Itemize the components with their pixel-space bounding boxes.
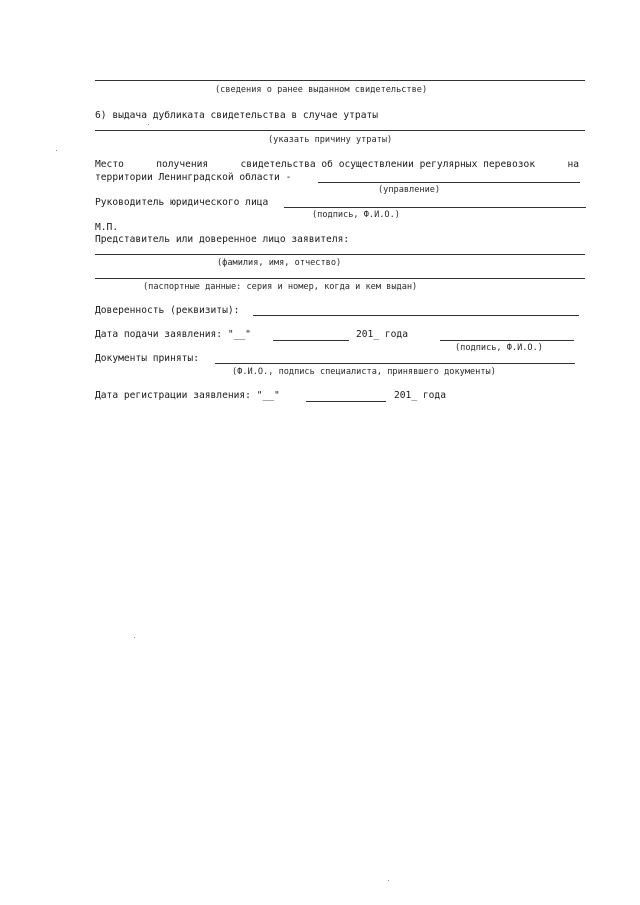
docs-accepted-label: Документы приняты: [95,353,199,364]
scan-speck [56,150,57,151]
place-line-1 [95,159,579,170]
reason-line [95,130,585,131]
scan-speck [388,880,389,881]
submit-date-label: Дата подачи заявления: "__" [95,329,251,340]
reg-year: 201_ года [394,390,446,401]
place-word-2: получения [156,159,209,170]
scan-speck [148,124,149,125]
proxy-line [253,315,579,316]
place-word-3: свидетельства об осуществлении регулярных перевозок [240,159,536,170]
department-line [318,182,580,183]
submit-year: 201_ года [356,329,408,340]
representative-label: Представитель или доверенное лицо заявителя: [95,234,350,245]
docs-accepted-line [215,363,575,364]
submit-month-line [273,340,349,341]
specialist-caption: (Ф.И.О., подпись специалиста, принявшего документы) [232,367,496,377]
reason-caption: (указать причину утраты) [268,135,393,145]
fio-caption: (фамилия, имя, отчество) [217,258,342,268]
place-line-2: территории Ленинградской области - [95,172,292,183]
passport-line [95,278,585,279]
prev-cert-line [95,80,585,81]
prev-cert-caption: (сведения о ранее выданном свидетельстве) [215,85,428,95]
head-label: Руководитель юридического лица [95,197,269,208]
head-signature-caption: (подпись, Ф.И.О.) [312,210,400,220]
reg-month-line [306,401,386,402]
fio-line [95,254,585,255]
place-word-4: на [567,159,579,170]
item-6-duplicate: 6) выдача дубликата свидетельства в случае утраты [95,110,379,121]
department-caption: (управление) [378,185,441,195]
submit-signature-caption: (подпись, Ф.И.О.) [455,343,543,353]
passport-caption: (паспортные данные: серия и номер, когда и кем выдан) [143,282,418,292]
head-signature-line [284,207,586,208]
submit-signature-line [440,340,574,341]
mp-label: М.П. [95,222,119,233]
place-word-1: Место [95,159,124,170]
reg-date-label: Дата регистрации заявления: "__" [95,390,280,401]
scan-speck [134,637,135,638]
proxy-label: Доверенность (реквизиты): [95,305,240,316]
